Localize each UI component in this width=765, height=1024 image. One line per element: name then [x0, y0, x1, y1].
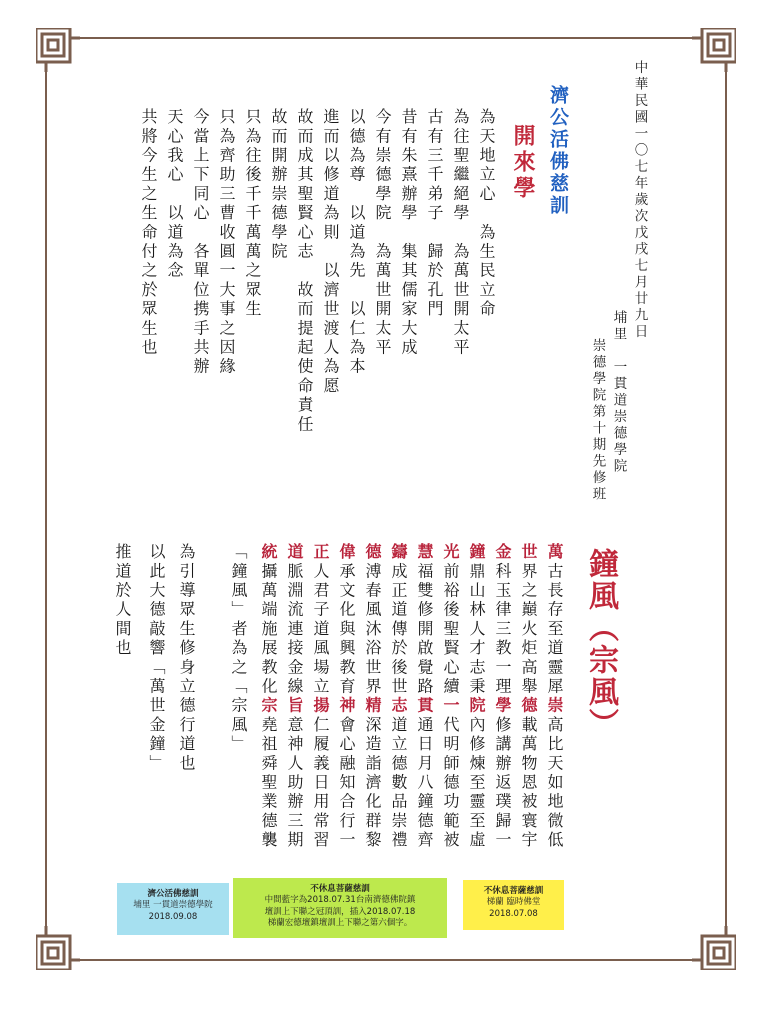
closing-line: 為引導眾生修身立德行道也	[177, 543, 196, 774]
top-poem-line: 故而成其聖賢心志 故而提起使命責任	[295, 108, 314, 435]
note-box-1	[117, 883, 229, 935]
closing-line: 推道於人間也	[113, 543, 132, 659]
note-line: 中間藍字為2018.07.31台南濟德佛院鎮	[264, 895, 416, 906]
note-line: 2018.09.08	[148, 911, 198, 922]
note-line: 壇訓上下聯之冠頂訓，插入2018.07.18	[264, 906, 416, 917]
note-line: 梯蘭宏德壇鎮壇訓上下聯之第六個字。	[267, 918, 413, 929]
bottom-poem-line: 鐘鼎山林人才志秉院內修煉至靈至虛	[467, 543, 486, 851]
note-title: 濟公活佛慈訓	[147, 889, 199, 899]
bottom-poem-line: 金科玉律三教一理學修講辦返璞歸一	[493, 543, 512, 851]
acrostic-char: 崇	[545, 696, 564, 716]
bottom-poem-line: 偉承文化與興教育神會心融知合行一	[337, 543, 356, 851]
top-poem-line: 故而開辦崇德學院	[269, 108, 288, 262]
top-poem-line: 昔有朱熹辦學 集其儒家大成	[399, 108, 418, 358]
top-poem-line: 只為齊助三曹收圓一大事之因緣	[217, 108, 236, 377]
top-poem-title: 濟公活佛慈訓	[547, 85, 569, 217]
top-poem-line: 共將今生之生命付之於眾生也	[139, 108, 158, 358]
note-line: 2018.07.08	[489, 908, 538, 919]
top-poem-line: 為往聖繼絕學 為萬世開太平	[451, 108, 470, 358]
top-poem-subtitle: 開來學	[510, 124, 536, 202]
bottom-poem-line: 鑄成正道傳於後世志道立德數品崇禮	[389, 543, 408, 851]
place-column-1: 埔里 一貫道崇德學院	[610, 310, 627, 475]
note-line: 埔里 一貫道崇德學院	[133, 900, 213, 911]
note-title: 不休息菩薩慈訓	[483, 886, 544, 896]
closing-line: 以此大德敲響「萬世金鐘」	[147, 543, 166, 774]
top-poem-line: 進而以修道為則 以濟世渡人為愿	[321, 108, 340, 396]
closing-line: 「鐘風」者為之「宗風」	[229, 543, 248, 755]
bottom-poem-title: 鐘風（宗風）	[583, 548, 618, 740]
bottom-poem-line: 道脈淵流連接金線旨意神人助辦三期	[285, 543, 304, 851]
top-poem-line: 今當上下同心 各單位携手共辦	[191, 108, 210, 377]
bottom-poem-line: 世界之巔火炬高舉德載萬物恩被寰宇	[519, 543, 538, 851]
bottom-poem-line: 德溥春風沐浴世界精深造詣濟化群黎	[363, 543, 382, 851]
note-box-2	[233, 878, 447, 938]
top-poem-line: 古有三千弟子 歸於孔門	[425, 108, 444, 320]
note-line: 梯蘭 臨時佛堂	[486, 897, 541, 908]
bottom-poem-line: 正人君子道風場立揚仁履義日用常習	[311, 543, 330, 851]
date-column: 中華民國一〇七年歲次戊戌七月廿九日	[631, 60, 648, 341]
top-poem-line: 天心我心 以道為念	[165, 108, 184, 281]
bottom-poem-line: 光前裕後聖賢心續一代明師德功範被	[441, 543, 460, 851]
bottom-poem-line: 慧福雙修開啟覺路貫通日月八鐘德齊	[415, 543, 434, 851]
top-poem-line: 今有崇德學院 為萬世開太平	[373, 108, 392, 358]
top-poem-line: 為天地立心 為生民立命	[477, 108, 496, 320]
top-poem-line: 只為往後千千萬萬之眾生	[243, 108, 262, 320]
bottom-poem-line: 萬古長存至道靈犀崇高比天如地微低	[545, 543, 564, 851]
note-title: 不休息菩薩慈訓	[310, 884, 370, 894]
top-poem-line: 以德為尊 以道為先 以仁為本	[347, 108, 366, 377]
bottom-poem-line: 統攝萬端施展教化宗堯祖舜聖業德襲	[259, 543, 278, 851]
place-column-2: 崇德學院第十期先修班	[589, 338, 606, 503]
acrostic-char: 萬	[545, 543, 564, 563]
note-box-3	[463, 880, 564, 930]
